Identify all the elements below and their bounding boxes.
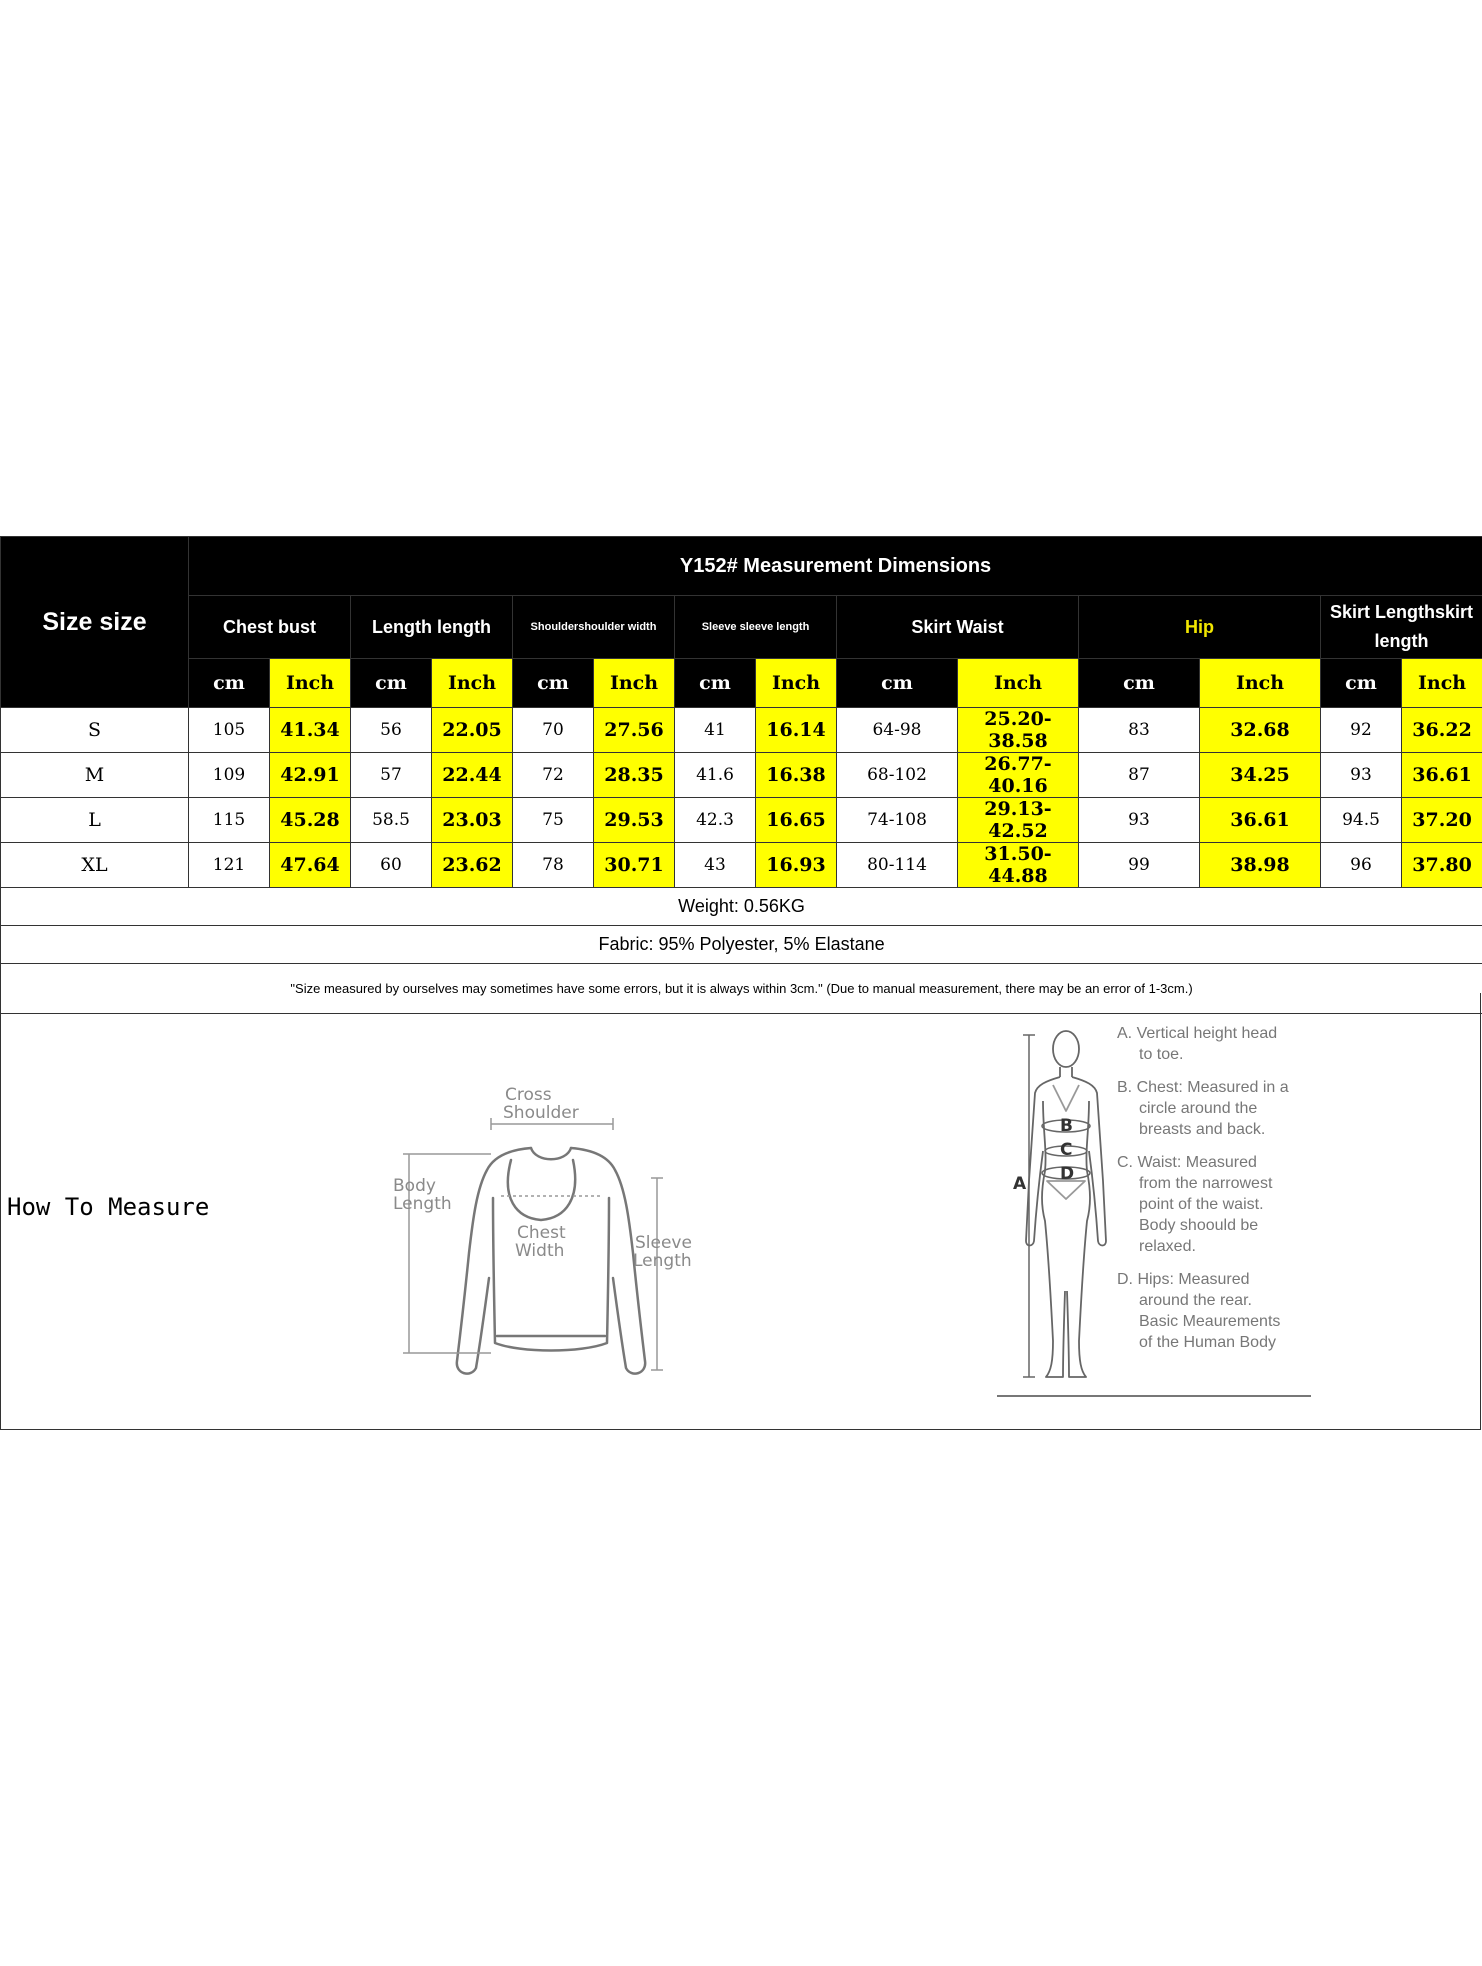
cm-value-cell: 41.6	[675, 753, 756, 798]
cm-value-cell: 43	[675, 843, 756, 888]
table-row	[1, 843, 1482, 888]
cm-value-cell: 109	[189, 753, 270, 798]
size-label: S	[1, 708, 189, 753]
chest-width-label: Chest	[517, 1223, 566, 1243]
shirt-measure-diagram	[381, 1078, 711, 1408]
cm-value-cell: 92	[1321, 708, 1402, 753]
inch-value-cell: 23.03	[432, 798, 513, 843]
inch-value-cell: 36.22	[1402, 708, 1482, 753]
fabric-info: Fabric: 95% Polyester, 5% Elastane	[1, 926, 1482, 964]
unit-cm: cm	[189, 659, 270, 708]
letter-d: D	[1060, 1164, 1075, 1184]
weight-info: Weight: 0.56KG	[1, 888, 1482, 926]
inch-value-cell: 23.62	[432, 843, 513, 888]
group-header-shoulder: Shouldershoulder width	[513, 596, 675, 659]
cm-value-cell: 42.3	[675, 798, 756, 843]
group-header-chest: Chest bust	[189, 596, 351, 659]
inch-value-cell: 45.28	[270, 798, 351, 843]
table-row	[1, 798, 1482, 843]
legend-underline	[997, 1395, 1311, 1397]
how-to-measure-section	[0, 993, 1481, 1430]
inch-value-cell: 36.61	[1200, 798, 1321, 843]
size-chart	[0, 536, 1482, 1430]
inch-value-cell: 36.61	[1402, 753, 1482, 798]
inch-value-cell: 29.13-42.52	[958, 798, 1079, 843]
cm-value-cell: 70	[513, 708, 594, 753]
body-length-label: Body	[393, 1176, 436, 1196]
size-label: M	[1, 753, 189, 798]
inch-value-cell: 16.38	[756, 753, 837, 798]
table-title: Y152# Measurement Dimensions	[189, 537, 1482, 596]
svg-text:Length: Length	[393, 1194, 452, 1214]
cm-value-cell: 93	[1321, 753, 1402, 798]
unit-inch: Inch	[270, 659, 351, 708]
inch-value-cell: 34.25	[1200, 753, 1321, 798]
sleeve-length-label: Sleeve	[635, 1233, 692, 1253]
inch-value-cell: 32.68	[1200, 708, 1321, 753]
inch-value-cell: 16.14	[756, 708, 837, 753]
cm-value-cell: 93	[1079, 798, 1200, 843]
cm-value-cell: 75	[513, 798, 594, 843]
inch-value-cell: 16.65	[756, 798, 837, 843]
cm-value-cell: 99	[1079, 843, 1200, 888]
cm-value-cell: 83	[1079, 708, 1200, 753]
cm-value-cell: 72	[513, 753, 594, 798]
letter-b: B	[1060, 1116, 1073, 1136]
head-outline	[1053, 1031, 1079, 1067]
cross-shoulder-label: Cross	[505, 1085, 552, 1105]
inch-value-cell: 16.93	[756, 843, 837, 888]
cm-value-cell: 94.5	[1321, 798, 1402, 843]
inch-value-cell: 28.35	[594, 753, 675, 798]
inch-value-cell: 25.20-38.58	[958, 708, 1079, 753]
inch-value-cell: 29.53	[594, 798, 675, 843]
cm-value-cell: 87	[1079, 753, 1200, 798]
inch-value-cell: 30.71	[594, 843, 675, 888]
cm-value-cell: 115	[189, 798, 270, 843]
svg-text:Width: Width	[515, 1241, 565, 1261]
unit-cm: cm	[513, 659, 594, 708]
unit-cm: cm	[351, 659, 432, 708]
size-table	[0, 536, 1482, 1014]
body-measure-diagram	[991, 1021, 1111, 1401]
inch-value-cell: 22.05	[432, 708, 513, 753]
inch-value-cell: 22.44	[432, 753, 513, 798]
inch-value-cell: 42.91	[270, 753, 351, 798]
svg-text:Shoulder: Shoulder	[503, 1103, 579, 1123]
group-header-length: Length length	[351, 596, 513, 659]
cm-value-cell: 64-98	[837, 708, 958, 753]
cm-value-cell: 105	[189, 708, 270, 753]
unit-inch: Inch	[958, 659, 1079, 708]
cm-value-cell: 96	[1321, 843, 1402, 888]
body-measure-legend	[1117, 1023, 1317, 1365]
cm-value-cell: 58.5	[351, 798, 432, 843]
unit-inch: Inch	[1402, 659, 1482, 708]
inch-value-cell: 31.50-44.88	[958, 843, 1079, 888]
unit-cm: cm	[837, 659, 958, 708]
inch-value-cell: 41.34	[270, 708, 351, 753]
cm-value-cell: 80-114	[837, 843, 958, 888]
inch-value-cell: 37.80	[1402, 843, 1482, 888]
cm-value-cell: 74-108	[837, 798, 958, 843]
cm-value-cell: 56	[351, 708, 432, 753]
measurement-note: "Size measured by ourselves may sometimes have some errors, but it is always within 3cm." (Due to manual measurement, there may be an error of 1-3cm.)	[1, 964, 1482, 1014]
unit-cm: cm	[1079, 659, 1200, 708]
size-label: XL	[1, 843, 189, 888]
inch-value-cell: 47.64	[270, 843, 351, 888]
legend-b: B. Chest: Measured in a circle around the breasts and back.	[1117, 1079, 1289, 1138]
inch-value-cell: 27.56	[594, 708, 675, 753]
unit-cm: cm	[675, 659, 756, 708]
inch-value-cell: 37.20	[1402, 798, 1482, 843]
cm-value-cell: 57	[351, 753, 432, 798]
inch-value-cell: 38.98	[1200, 843, 1321, 888]
cm-value-cell: 68-102	[837, 753, 958, 798]
letter-a: A	[1013, 1174, 1027, 1194]
unit-inch: Inch	[756, 659, 837, 708]
inch-value-cell: 26.77-40.16	[958, 753, 1079, 798]
cm-value-cell: 78	[513, 843, 594, 888]
cm-value-cell: 121	[189, 843, 270, 888]
legend-a: A. Vertical height head to toe.	[1117, 1025, 1278, 1063]
cm-value-cell: 60	[351, 843, 432, 888]
size-label: L	[1, 798, 189, 843]
group-header-sleeve: Sleeve sleeve length	[675, 596, 837, 659]
unit-cm: cm	[1321, 659, 1402, 708]
neckline	[531, 1148, 571, 1159]
table-row	[1, 753, 1482, 798]
cm-value-cell: 41	[675, 708, 756, 753]
body-outline	[493, 1198, 609, 1351]
unit-inch: Inch	[432, 659, 513, 708]
how-to-measure-label: How To Measure	[7, 1193, 210, 1221]
halter-neck	[508, 1160, 575, 1220]
group-header-waist: Skirt Waist	[837, 596, 1079, 659]
size-column-header: Size size	[1, 537, 189, 708]
legend-d: D. Hips: Measured around the rear. Basic Meaurements of the Human Body	[1117, 1271, 1281, 1351]
legend-c: C. Waist: Measured from the narrowest point of the waist. Body shoould be relaxed.	[1117, 1154, 1273, 1255]
unit-inch: Inch	[1200, 659, 1321, 708]
group-header-hip: Hip	[1079, 596, 1321, 659]
svg-text:Length: Length	[633, 1251, 692, 1271]
unit-inch: Inch	[594, 659, 675, 708]
group-header-skirt-length: Skirt Lengthskirt length	[1321, 596, 1482, 659]
letter-c: C	[1060, 1140, 1073, 1160]
table-row	[1, 708, 1482, 753]
